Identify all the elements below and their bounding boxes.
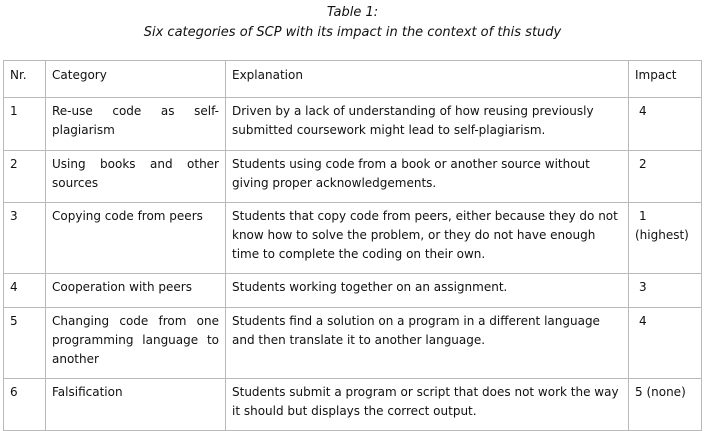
- cell-impact: [629, 274, 702, 308]
- header-nr: Nr.: [4, 61, 46, 98]
- cell-nr: 5: [4, 308, 46, 379]
- table-label: Table 1:: [326, 5, 379, 20]
- cell-nr: 3: [4, 203, 46, 274]
- table-row: [4, 98, 702, 151]
- header-explanation: Explanation: [226, 61, 629, 98]
- cell-impact: [629, 98, 702, 151]
- cell-category: Using books and other sources: [46, 151, 226, 203]
- impact-value: 1: [639, 209, 647, 223]
- cell-nr: 4: [4, 274, 46, 308]
- table-header-row: [4, 61, 702, 98]
- cell-category: Cooperation with peers: [46, 274, 226, 308]
- cell-explanation: Students that copy code from peers, either because they do not know how to solve the problem, or they do not have enough time to complete the coding on their own.: [226, 203, 629, 274]
- cell-category: Re-use code as self-plagiarism: [46, 98, 226, 151]
- cell-category: Changing code from one programming language to another: [46, 308, 226, 379]
- cell-impact: [629, 379, 702, 431]
- impact-note: (highest): [635, 228, 689, 242]
- table-title: Six categories of SCP with its impact in the context of this study: [143, 25, 562, 40]
- header-impact: Impact: [629, 61, 702, 98]
- table-row: [4, 151, 702, 203]
- impact-value: 5 (none): [635, 385, 686, 399]
- scp-categories-table: [3, 60, 702, 431]
- cell-nr: 6: [4, 379, 46, 431]
- table-caption: [0, 0, 705, 43]
- cell-explanation: Driven by a lack of understanding of how reusing previously submitted coursework might lead to self-plagiarism.: [226, 98, 629, 151]
- cell-explanation: Students using code from a book or another source without giving proper acknowledgements.: [226, 151, 629, 203]
- impact-value: 2: [639, 157, 647, 171]
- cell-nr: 2: [4, 151, 46, 203]
- impact-value: 4: [639, 104, 647, 118]
- cell-impact: [629, 151, 702, 203]
- cell-explanation: Students submit a program or script that does not work the way it should but displays the correct output.: [226, 379, 629, 431]
- impact-value: 4: [639, 314, 647, 328]
- table-row: [4, 203, 702, 274]
- table-row: [4, 379, 702, 431]
- cell-category: Falsification: [46, 379, 226, 431]
- table-row: [4, 308, 702, 379]
- header-category: Category: [46, 61, 226, 98]
- cell-impact: [629, 203, 702, 274]
- cell-explanation: Students find a solution on a program in a different language and then translate it to another language.: [226, 308, 629, 379]
- cell-impact: [629, 308, 702, 379]
- cell-nr: 1: [4, 98, 46, 151]
- cell-explanation: Students working together on an assignment.: [226, 274, 629, 308]
- table-row: [4, 274, 702, 308]
- cell-category: Copying code from peers: [46, 203, 226, 274]
- impact-value: 3: [639, 280, 647, 294]
